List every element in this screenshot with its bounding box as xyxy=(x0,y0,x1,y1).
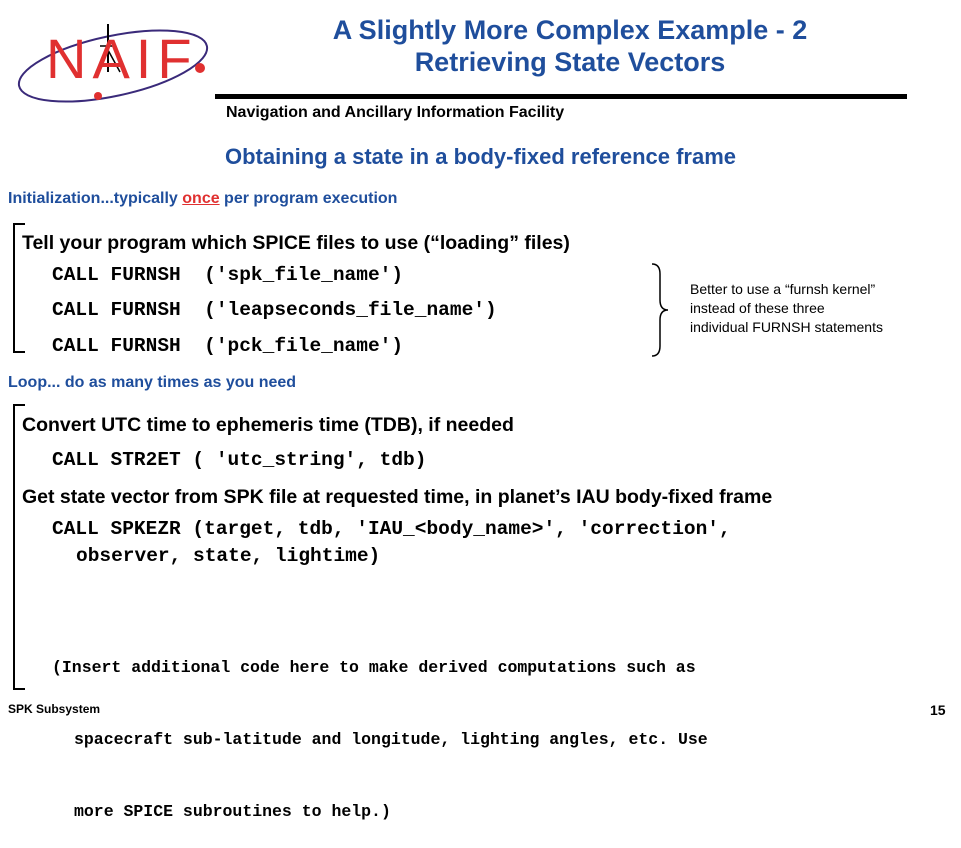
curly-brace-graphic xyxy=(648,262,672,358)
get-state-text: Get state vector from SPK file at requested time, in planet’s IAU body-fixed frame xyxy=(22,486,773,508)
init-bracket-bottom xyxy=(13,351,25,353)
init-bracket-vertical xyxy=(13,223,15,353)
init-label-after: per program execution xyxy=(219,190,398,207)
init-label-once: once xyxy=(182,190,220,207)
str2et-line: CALL STR2ET ( 'utc_string', tdb) xyxy=(52,449,427,471)
naif-logo xyxy=(8,10,218,110)
loop-bracket-bottom xyxy=(13,688,25,690)
spkezr-line-2: observer, state, lightime) xyxy=(76,545,381,567)
page-subtitle: Retrieving State Vectors xyxy=(414,47,726,77)
insert-note-line-3: more SPICE subroutines to help.) xyxy=(74,802,391,821)
loop-bracket-top xyxy=(13,404,25,406)
furnsh-note-line-1: Better to use a “furnsh kernel” xyxy=(690,281,876,297)
furnsh-line-3: CALL FURNSH ('pck_file_name') xyxy=(52,335,404,357)
furnsh-note-line-2: instead of these three xyxy=(690,300,825,316)
logo-text: NAIF xyxy=(46,27,198,90)
init-tell-text: Tell your program which SPICE files to use (“loading” files) xyxy=(22,232,570,254)
insert-note-line-2: spacecraft sub-latitude and longitude, lighting angles, etc. Use xyxy=(74,730,708,749)
init-label-before: Initialization...typically xyxy=(8,190,183,207)
spkezr-line-1: CALL SPKEZR (target, tdb, 'IAU_<body_name>', 'correction', xyxy=(52,518,731,540)
page-title: A Slightly More Complex Example - 2 xyxy=(332,15,808,45)
convert-text: Convert UTC time to ephemeris time (TDB), if needed xyxy=(22,414,514,436)
loop-bracket-vertical xyxy=(13,404,15,690)
insert-note-line-1: (Insert additional code here to make derived computations such as xyxy=(52,658,696,677)
facility-name: Navigation and Ancillary Information Facility xyxy=(226,104,565,121)
furnsh-note-line-3: individual FURNSH statements xyxy=(690,319,883,335)
furnsh-line-2: CALL FURNSH ('leapseconds_file_name') xyxy=(52,299,497,321)
furnsh-line-1: CALL FURNSH ('spk_file_name') xyxy=(52,264,404,286)
page-number: 15 xyxy=(930,702,946,718)
title-block xyxy=(230,14,910,78)
furnsh-note xyxy=(690,280,883,337)
loop-label: Loop... do as many times as you need xyxy=(8,374,297,391)
insert-note xyxy=(52,608,708,848)
section-heading: Obtaining a state in a body-fixed reference frame xyxy=(224,144,737,169)
title-rule xyxy=(215,94,907,99)
curly-brace xyxy=(648,262,672,358)
init-label xyxy=(8,190,397,208)
init-bracket-top xyxy=(13,223,25,225)
footer-left: SPK Subsystem xyxy=(8,702,101,716)
